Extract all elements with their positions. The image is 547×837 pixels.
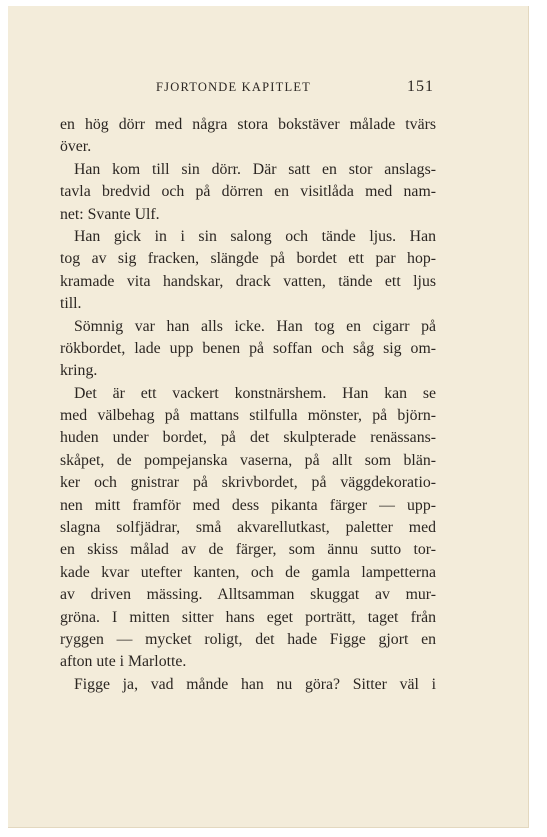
text-line: till.	[60, 295, 82, 313]
running-title: FJORTONDE KAPITLET	[156, 80, 311, 94]
text-line: en hög dörr med några stora bokstäver målade tvärs	[60, 116, 436, 133]
text-line: över.	[60, 138, 92, 156]
text-line: Sömnig var han alls icke. Han tog en cigarr på	[74, 317, 436, 335]
text-line: ryggen — mycket roligt, det hade Figge gjort en	[60, 630, 436, 648]
text-line: en skiss målad av de färger, som ännu sutto tor-	[60, 541, 436, 559]
body-text	[60, 114, 436, 696]
text-line: skåpet, de pompejanska vaserna, på allt som blän-	[60, 451, 436, 469]
text-line: net: Svante Ulf.	[60, 205, 160, 223]
text-line: Han gick in i sin salong och tände ljus. Han	[74, 227, 436, 245]
text-line: av driven mässing. Alltsamman skuggat av mur-	[60, 586, 436, 604]
text-line: kramade vita handskar, drack vatten, tände ett ljus	[60, 272, 436, 290]
text-line: kring.	[60, 362, 98, 380]
text-line: afton ute i Marlotte.	[60, 653, 187, 671]
text-line: Figge ja, vad månde han nu göra? Sitter väl i	[74, 675, 436, 693]
page-number: 151	[407, 78, 434, 95]
text-line: Han kom till sin dörr. Där satt en stor anslags-	[74, 160, 436, 178]
text-line: kade kvar utefter kanten, och de gamla lampetterna	[60, 563, 436, 581]
text-line: Det är ett vackert konstnärshem. Han kan se	[74, 384, 436, 402]
text-line: gröna. I mitten sitter hans eget porträtt, taget från	[60, 608, 436, 626]
text-line: huden under bordet, på det skulpterade renässans-	[60, 429, 436, 447]
text-line: med välbehag på mattans stilfulla mönster, på björn-	[60, 407, 436, 425]
book-page	[8, 6, 529, 828]
text-line: nen mitt framför med dess pikanta färger — upp-	[60, 496, 436, 514]
text-line: ker och gnistrar på skrivbordet, på väggdekoratio-	[60, 474, 436, 492]
text-line: tog av sig fracken, slängde på bordet ett par hop-	[60, 250, 436, 268]
text-line: slagna solfjädrar, små akvarellutkast, paletter med	[60, 519, 436, 537]
text-line: tavla bredvid och på dörren en visitlåda med nam-	[60, 183, 436, 201]
text-line: rökbordet, lade upp benen på soffan och såg sig om-	[60, 339, 436, 357]
page-header	[60, 78, 436, 100]
